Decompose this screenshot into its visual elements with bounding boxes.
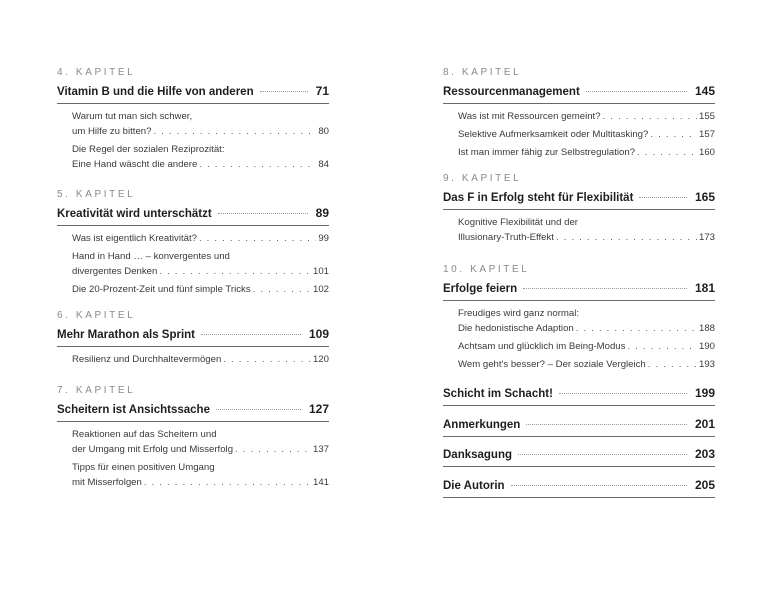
dot-leader [650, 127, 697, 142]
toc-entry[interactable] [458, 127, 715, 142]
entry-line: divergentes Denken [72, 266, 158, 277]
page-number: 120 [312, 354, 329, 365]
entry-line: Kognitive Flexibilität und der [458, 217, 578, 228]
chapter-title-entry[interactable] [443, 190, 715, 205]
chapter-title: Ressourcenmanagement [443, 86, 580, 98]
dot-leader [223, 352, 311, 367]
chapter-title-entry[interactable] [57, 327, 329, 342]
chapter-title: Mehr Marathon als Sprint [57, 329, 196, 341]
entry-line: Warum tut man sich schwer, [72, 111, 193, 122]
entry-line: Eine Hand wäscht die andere [72, 159, 198, 170]
chapter-title: Scheitern ist Ansichtssache [57, 404, 210, 416]
entry-line: mit Misserfolgen [72, 477, 142, 488]
page-number: 157 [698, 129, 715, 140]
entry-line: Wem geht's besser? – Der soziale Vergleich [458, 359, 646, 370]
entry-title: Die Autorin [443, 480, 505, 492]
toc-entry[interactable] [72, 460, 329, 490]
toc-standalone-entry[interactable] [443, 447, 715, 467]
chapter-label: 10. KAPITEL [443, 264, 530, 275]
page-number: 89 [315, 206, 329, 220]
entry-line: Tipps für einen positiven Umgang [72, 462, 215, 473]
chapter-label: 4. KAPITEL [57, 67, 136, 78]
dot-leader [511, 485, 687, 486]
dot-leader [159, 264, 311, 279]
toc-entry[interactable] [458, 145, 715, 160]
chapter-title: Kreativität wird unterschätzt [57, 208, 212, 220]
toc-entry[interactable] [72, 109, 329, 139]
chapter-label: 8. KAPITEL [443, 67, 522, 78]
page-number: 155 [698, 111, 715, 122]
page-number: 205 [694, 478, 715, 492]
dot-leader [639, 197, 687, 198]
page-number: 71 [315, 84, 329, 98]
chapter-label: 5. KAPITEL [57, 189, 136, 200]
toc-entry[interactable] [458, 215, 715, 245]
toc-standalone-entry[interactable] [443, 478, 715, 498]
page-number: 101 [312, 266, 329, 277]
page-number: 193 [698, 359, 715, 370]
toc-standalone-entry[interactable] [443, 386, 715, 406]
entry-line: Reaktionen auf das Scheitern und [72, 429, 217, 440]
entry-title: Danksagung [443, 449, 513, 461]
entry-line: Resilienz und Durchhaltevermögen [72, 354, 222, 365]
dot-leader [235, 442, 311, 457]
toc-entry[interactable] [458, 357, 715, 372]
chapter-title: Vitamin B und die Hilfe von anderen [57, 86, 254, 98]
dot-leader [556, 230, 697, 245]
entry-line: Selektive Aufmerksamkeit oder Multitasking? [458, 129, 649, 140]
page-number: 173 [698, 232, 715, 243]
entry-title: Schicht im Schacht! [443, 388, 553, 400]
entry-line: Die 20-Prozent-Zeit und fünf simple Tricks [72, 284, 251, 295]
dot-leader [627, 339, 697, 354]
dot-leader [648, 357, 697, 372]
chapter-7 [57, 385, 329, 493]
entry-line: Ist man immer fähig zur Selbstregulation? [458, 147, 636, 158]
dot-leader [523, 288, 687, 289]
chapter-title: Das F in Erfolg steht für Flexibilität [443, 192, 634, 204]
page-number: 84 [318, 159, 329, 170]
chapter-5 [57, 189, 329, 300]
page-number: 109 [308, 327, 329, 341]
chapter-title-entry[interactable] [57, 206, 329, 221]
toc-entry[interactable] [458, 339, 715, 354]
dot-leader [253, 282, 311, 297]
toc-entry[interactable] [72, 282, 329, 297]
dot-leader [199, 157, 316, 172]
chapter-rule [443, 209, 715, 210]
toc-entry[interactable] [72, 142, 329, 172]
dot-leader [518, 454, 687, 455]
chapter-6 [57, 310, 329, 370]
page-number: 80 [318, 126, 329, 137]
dot-leader [526, 424, 687, 425]
page-number: 141 [312, 477, 329, 488]
page-number: 181 [694, 281, 715, 295]
toc-entry[interactable] [458, 109, 715, 124]
entry-rule [443, 405, 715, 406]
page-number: 203 [694, 447, 715, 461]
entry-line: Was ist eigentlich Kreativität? [72, 233, 197, 244]
dot-leader [216, 409, 301, 410]
page-number: 160 [698, 147, 715, 158]
entry-line: Die hedonistische Adaption [458, 323, 574, 334]
toc-entry[interactable] [72, 427, 329, 457]
page-number: 190 [698, 341, 715, 352]
chapter-10 [443, 264, 715, 375]
dot-leader [260, 91, 308, 92]
chapter-4 [57, 67, 329, 175]
entry-line: der Umgang mit Erfolg und Misserfolg [72, 444, 234, 455]
dot-leader [153, 124, 316, 139]
dot-leader [637, 145, 697, 160]
dot-leader [576, 321, 697, 336]
page-number: 137 [312, 444, 329, 455]
dot-leader [144, 475, 311, 490]
page-number: 201 [694, 417, 715, 431]
chapter-9 [443, 173, 715, 248]
chapter-title-entry[interactable] [57, 402, 329, 417]
page-number: 199 [694, 386, 715, 400]
entry-title: Anmerkungen [443, 419, 521, 431]
entry-rule [443, 436, 715, 437]
chapter-rule [57, 225, 329, 226]
entry-line: Was ist mit Ressourcen gemeint? [458, 111, 601, 122]
dot-leader [559, 393, 687, 394]
chapter-label: 7. KAPITEL [57, 385, 136, 396]
dot-leader [603, 109, 697, 124]
entry-line: Freudiges wird ganz normal: [458, 308, 580, 319]
page-number: 145 [694, 84, 715, 98]
toc-standalone-entry[interactable] [443, 417, 715, 437]
chapter-rule [57, 346, 329, 347]
dot-leader [218, 213, 308, 214]
chapter-8 [443, 67, 715, 163]
entry-line: um Hilfe zu bitten? [72, 126, 152, 137]
chapter-title-entry[interactable] [57, 84, 329, 99]
page-number: 102 [312, 284, 329, 295]
chapter-title-entry[interactable] [443, 84, 715, 99]
page-number: 99 [318, 233, 329, 244]
chapter-rule [443, 300, 715, 301]
entry-line: Hand in Hand … – konvergentes und [72, 251, 230, 262]
page-number: 165 [694, 190, 715, 204]
chapter-title-entry[interactable] [443, 281, 715, 296]
page-number: 188 [698, 323, 715, 334]
toc-entry[interactable] [72, 231, 329, 246]
entry-rule [443, 497, 715, 498]
entry-line: Achtsam und glücklich im Being-Modus [458, 341, 626, 352]
dot-leader [199, 231, 316, 246]
toc-entry[interactable] [72, 352, 329, 367]
toc-entry[interactable] [458, 306, 715, 336]
dot-leader [586, 91, 687, 92]
chapter-label: 9. KAPITEL [443, 173, 522, 184]
entry-rule [443, 466, 715, 467]
toc-entry[interactable] [72, 249, 329, 279]
entry-line: Die Regel der sozialen Reziprozität: [72, 144, 225, 155]
entry-line: Illusionary-Truth-Effekt [458, 232, 554, 243]
chapter-rule [57, 103, 329, 104]
chapter-rule [443, 103, 715, 104]
page-number: 127 [308, 402, 329, 416]
dot-leader [201, 334, 301, 335]
chapter-label: 6. KAPITEL [57, 310, 136, 321]
chapter-title: Erfolge feiern [443, 283, 518, 295]
chapter-rule [57, 421, 329, 422]
